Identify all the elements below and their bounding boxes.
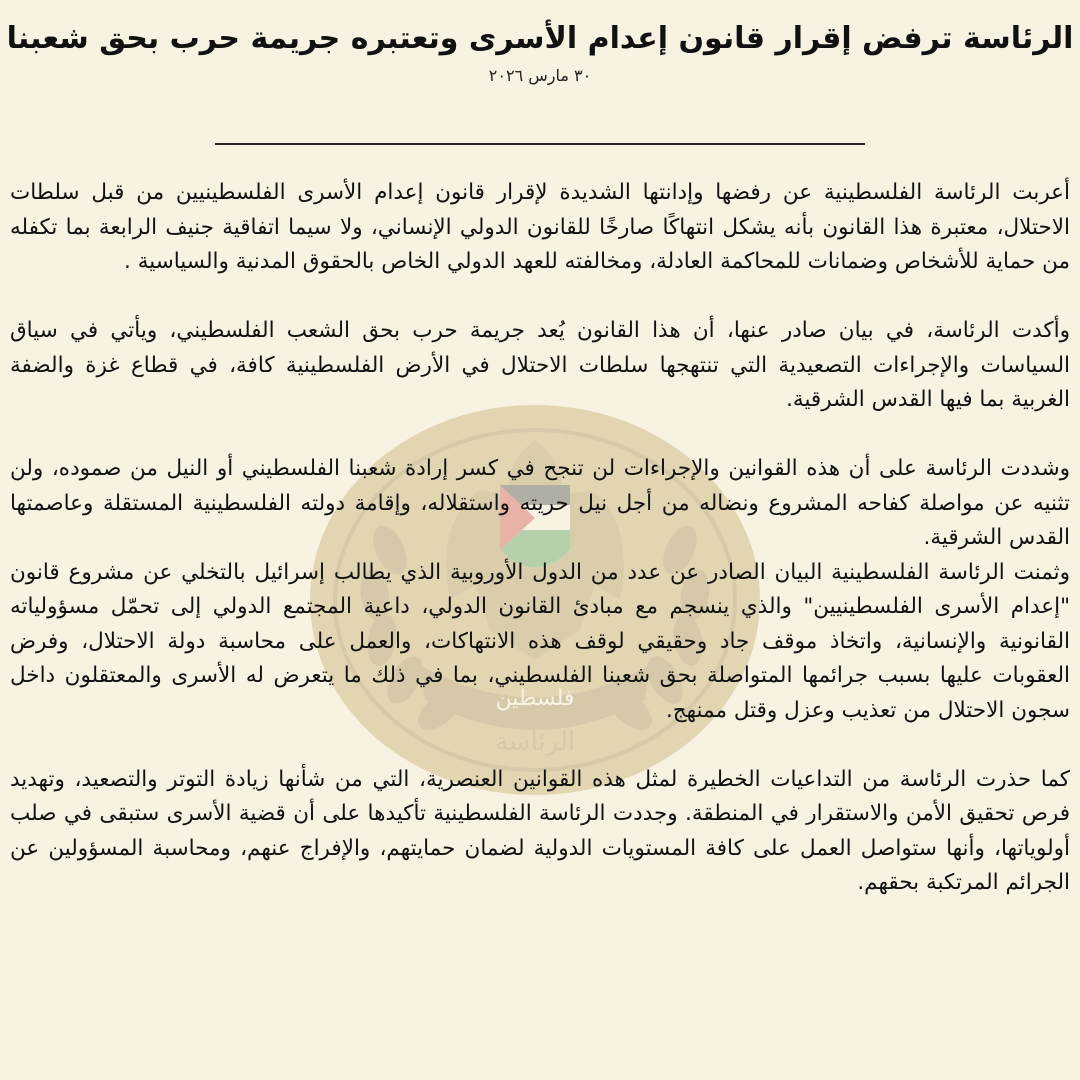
- statement-date: ٣٠ مارس ٢٠٢٦: [488, 66, 592, 85]
- document-header: [0, 14, 1080, 88]
- paragraph-5: كما حذرت الرئاسة من التداعيات الخطيرة لمثل هذه القوانين العنصرية، التي من شأنها زيادة التوتر والتصعيد، وتهديد فرص تحقيق الأمن والاستقرار في المنطقة. وجددت الرئاسة الفلسطينية تأكيدها على أن قضية الأسرى ستبقى في صلب أولوياتها، وأنها ستواصل العمل على كافة المستويات الدولية لضمان حمايتهم، والإفراج عنهم، ومحاسبة المسؤولين عن الجرائم المرتكبة بحقهم.: [10, 766, 1070, 895]
- paragraph-1: أعربت الرئاسة الفلسطينية عن رفضها وإدانتها الشديدة لإقرار قانون إعدام الأسرى الفلسطينيين من قبل سلطات الاحتلال، معتبرة هذا القانون بأنه يشكل انتهاكًا صارخًا للقانون الدولي الإنساني، ولا سيما اتفاقية جنيف الرابعة بما تكفله من حماية للأشخاص وضمانات للمحاكمة العادلة، ومخالفته للعهد الدولي الخاص بالحقوق المدنية والسياسية .: [10, 180, 1070, 274]
- statement-body: [10, 176, 1070, 901]
- title-divider: [215, 143, 865, 145]
- paragraph-spacer: [10, 280, 1070, 315]
- paragraph-2: وأكدت الرئاسة، في بيان صادر عنها، أن هذا القانون يُعد جريمة حرب بحق الشعب الفلسطيني، ويأتي في سياق السياسات والإجراءات التصعيدية التي تنتهجها سلطات الاحتلال في الأرض الفلسطينية كافة، في قطاع غزة والضفة الغربية بما فيها القدس الشرقية.: [10, 318, 1070, 412]
- page-title: الرئاسة ترفض إقرار قانون إعدام الأسرى وتعتبره جريمة حرب بحق شعبنا: [6, 21, 1074, 56]
- emblem-text-presidency: الرئاسة: [494, 727, 576, 757]
- paragraph-spacer: [10, 418, 1070, 453]
- paragraph-3: وشددت الرئاسة على أن هذه القوانين والإجراءات لن تنجح في كسر إرادة شعبنا الفلسطيني أو النيل من صموده، ولن تثنيه عن مواصلة كفاحه المشروع ونضاله من أجل نيل حريته واستقلاله، وإقامة دولته الفلسطينية المستقلة وعاصمتها القدس الشرقية.: [10, 456, 1070, 550]
- emblem-text-palestine: فلسطين: [495, 686, 575, 711]
- paragraph-4: وثمنت الرئاسة الفلسطينية البيان الصادر عن عدد من الدول الأوروبية الذي يطالب إسرائيل بالتخلي عن مشروع قانون "إعدام الأسرى الفلسطينيين" والذي ينسجم مع مبادئ القانون الدولي، داعية المجتمع الدولي إلى تحمّل مسؤولياته القانونية والإنسانية، واتخاذ موقف جاد وحقيقي لوقف هذه الانتهاكات، والعمل على محاسبة دولة الاحتلال، وفرض العقوبات عليها بسبب جرائمها المتواصلة بحق شعبنا الفلسطيني، بما في ذلك ما يتعرض له الأسرى والمعتقلون داخل سجون الاحتلال من تعذيب وعزل وقتل ممنهج.: [10, 559, 1070, 723]
- paragraph-spacer: [10, 728, 1070, 763]
